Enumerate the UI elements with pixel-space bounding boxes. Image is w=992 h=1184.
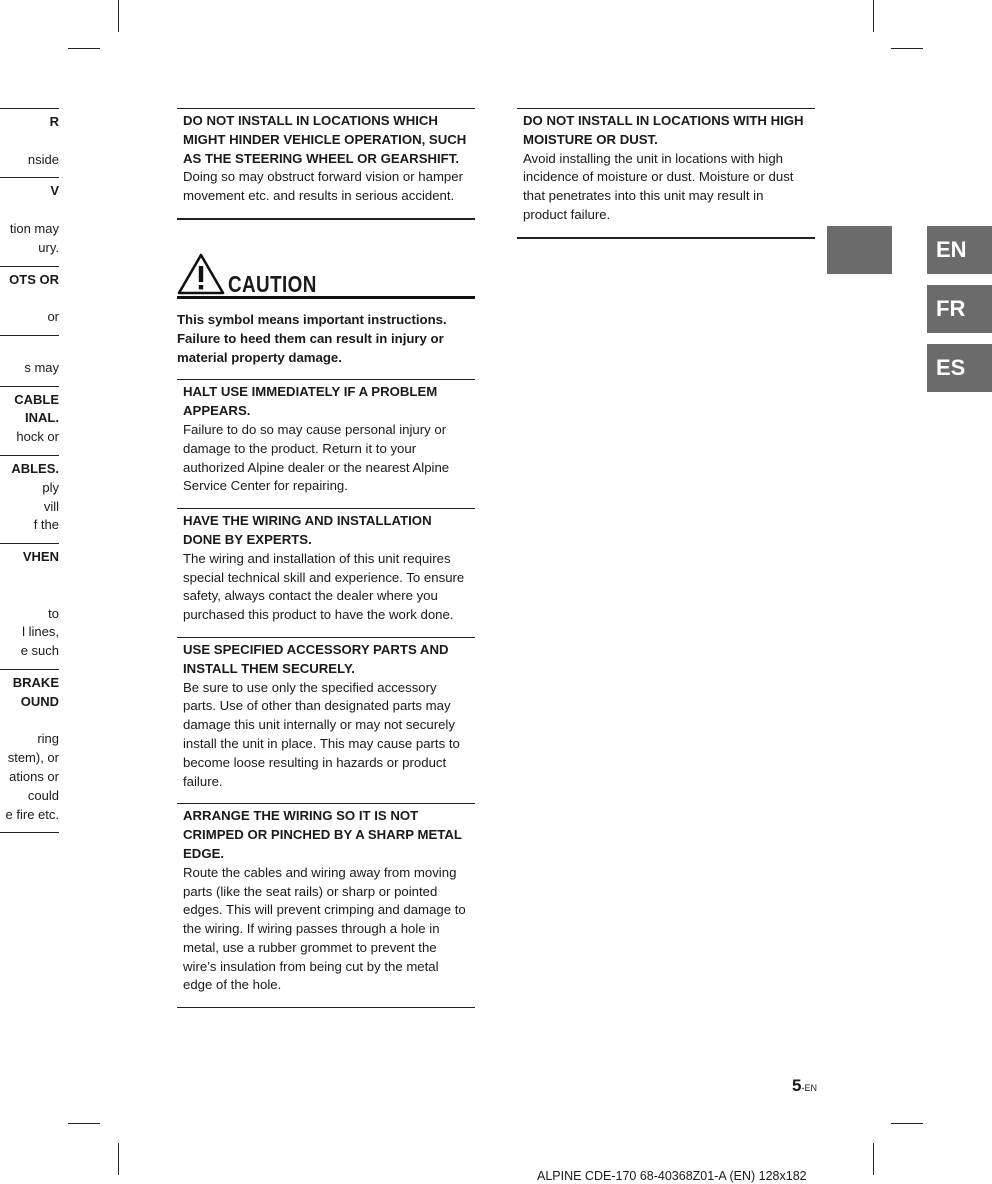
warning-block xyxy=(177,108,475,218)
caution-item-heading: HALT USE IMMEDIATELY IF A PROBLEM APPEARS. xyxy=(183,384,438,419)
warning-block xyxy=(517,108,815,237)
left-fragment-line: ABLES. xyxy=(11,460,59,476)
column-1 xyxy=(177,108,475,1008)
page-number-suffix: -EN xyxy=(801,1083,817,1093)
caution-item xyxy=(177,803,475,1007)
left-fragment-block xyxy=(0,177,59,265)
caution-item xyxy=(177,379,475,508)
caution-items xyxy=(177,379,475,1007)
tab-fr[interactable]: FR xyxy=(927,285,992,333)
left-fragment-line: to xyxy=(48,605,59,621)
caution-item xyxy=(177,637,475,803)
crop-mark xyxy=(68,1123,100,1124)
warning-body: Doing so may obstruct forward vision or hamper movement etc. and results in serious accident. xyxy=(183,169,463,204)
left-fragment-block xyxy=(0,455,59,543)
left-column-fragments xyxy=(0,108,59,833)
left-fragment-block xyxy=(0,266,59,335)
left-fragment-rule xyxy=(0,832,59,833)
left-fragment-line: or xyxy=(47,309,59,325)
left-fragment-line: VHEN xyxy=(22,549,59,565)
warning-triangle-icon xyxy=(177,253,225,295)
left-fragment-line: INAL. xyxy=(25,410,59,426)
left-fragment-line: CABLE xyxy=(14,391,59,407)
language-tabs xyxy=(927,226,992,403)
caution-label: CAUTION xyxy=(228,270,317,297)
caution-item-heading: ARRANGE THE WIRING SO IT IS NOT CRIMPED OR PINCHED BY A SHARP METAL EDGE. xyxy=(183,808,462,861)
left-fragment-line: hock or xyxy=(16,429,59,445)
tab-en[interactable]: EN xyxy=(927,226,992,274)
section-marker-box xyxy=(827,226,892,274)
left-fragment-block xyxy=(0,335,59,386)
section-divider xyxy=(177,218,475,220)
left-fragment-line: OTS OR xyxy=(9,271,59,287)
left-fragment-block xyxy=(0,669,59,832)
left-fragment-line: ply xyxy=(42,479,59,495)
left-fragment-line: s may xyxy=(24,359,59,375)
left-fragment-line: OUND xyxy=(20,693,59,709)
left-fragment-block xyxy=(0,386,59,455)
left-fragment-line xyxy=(0,340,59,359)
left-fragment-line xyxy=(0,201,59,220)
section-divider xyxy=(177,1007,475,1008)
left-fragment-line: ations or xyxy=(9,768,59,784)
caution-title xyxy=(177,249,475,299)
page-number xyxy=(792,1076,817,1096)
caution-item-heading: HAVE THE WIRING AND INSTALLATION DONE BY EXPERTS. xyxy=(183,513,432,547)
left-fragment-block xyxy=(0,108,59,177)
crop-mark xyxy=(118,1143,119,1175)
tab-es[interactable]: ES xyxy=(927,344,992,392)
caution-item-body: Failure to do so may cause personal injury or damage to the product. Return it to your authorized Alpine dealer or the nearest Alpine Service Center for repairing. xyxy=(183,421,450,494)
warning-body: Avoid installing the unit in locations with high incidence of moisture or dust. Moisture or dust that penetrates into this unit may result in product failure. xyxy=(523,150,794,222)
crop-mark xyxy=(873,1143,874,1175)
warning-heading: DO NOT INSTALL IN LOCATIONS WITH HIGH MOISTURE OR DUST. xyxy=(523,113,804,147)
caution-item-body: Route the cables and wiring away from moving parts (like the seat rails) or sharp or pointed edges. This will prevent crimping and damage to the wiring. If wiring passes through a hole in metal, use a rubber grommet to prevent the wire’s insulation from being cut by the metal edge of the hole. xyxy=(183,864,466,993)
footer-text: ALPINE CDE-170 68-40368Z01-A (EN) 128x182 xyxy=(537,1169,807,1183)
left-fragment-block xyxy=(0,543,59,669)
caution-item-body: The wiring and installation of this unit requires special technical skill and experience. To ensure safety, always contact the dealer where you purchased this product to have the work done. xyxy=(183,550,465,623)
left-fragment-line: l lines, xyxy=(22,624,59,640)
left-fragment-line: e such xyxy=(20,643,59,659)
left-fragment-line xyxy=(0,712,59,731)
crop-mark xyxy=(873,0,874,32)
left-fragment-line: f the xyxy=(33,517,59,533)
left-fragment-line: vill xyxy=(43,498,59,514)
caution-item xyxy=(177,508,475,637)
left-fragment-line xyxy=(0,289,59,308)
caution-item-heading: USE SPECIFIED ACCESSORY PARTS AND INSTALL THEM SECURELY. xyxy=(183,641,449,676)
left-fragment-line: could xyxy=(27,787,59,803)
caution-intro: This symbol means important instructions. Failure to heed them can result in injury or material property damage. xyxy=(177,311,447,365)
left-fragment-line: ury. xyxy=(38,239,59,255)
left-fragment-line: nside xyxy=(27,151,59,167)
crop-mark xyxy=(118,0,119,32)
crop-mark xyxy=(891,1123,923,1124)
left-fragment-line: BRAKE xyxy=(12,674,59,690)
left-fragment-line: V xyxy=(50,183,59,199)
column-2 xyxy=(517,108,815,239)
left-fragment-line xyxy=(0,586,59,605)
left-fragment-line: tion may xyxy=(9,220,59,236)
page-number-value: 5 xyxy=(792,1076,802,1095)
crop-mark xyxy=(891,48,923,49)
left-fragment-line xyxy=(0,567,59,586)
crop-mark xyxy=(68,48,100,49)
caution-section xyxy=(177,249,475,1008)
left-fragment-line xyxy=(0,132,59,151)
left-fragment-line: stem), or xyxy=(7,750,59,766)
left-fragment-line: ring xyxy=(37,731,59,747)
left-fragment-line: R xyxy=(49,114,59,129)
warning-heading: DO NOT INSTALL IN LOCATIONS WHICH MIGHT HINDER VEHICLE OPERATION, SUCH AS THE STEERING WHEEL OR GEARSHIFT. xyxy=(183,113,467,166)
caution-item-body: Be sure to use only the specified accessory parts. Use of other than designated parts may damage this unit internally or may not securely install the unit in place. This may cause parts to become loose resulting in hazards or product failure. xyxy=(183,679,460,789)
section-divider xyxy=(517,237,815,239)
left-fragment-line: e fire etc. xyxy=(5,806,59,822)
